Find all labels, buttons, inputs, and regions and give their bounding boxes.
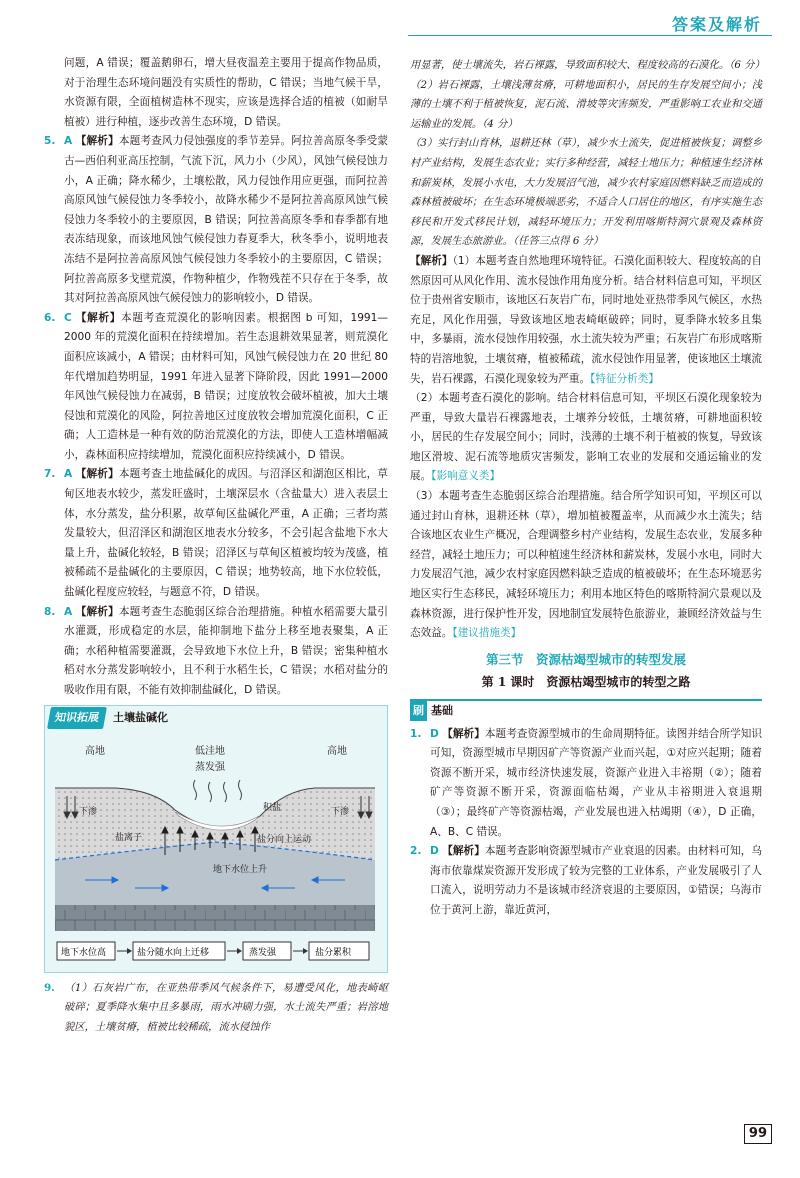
answer-letter: A — [64, 468, 73, 481]
q9-answer-part3: （3）实行封山育林，退耕还林（草），减少水土流失，促进植被恢复；调整乡村产业结构，发展生态农业；实行多种经营，减轻土地压力；种植速生经济林和薪炭林，发展小水电，大力发展沼气池，减少农村家庭因燃料缺乏而造成的森林植被破坏；在生态环境极端恶劣，不适合人口居住的地区，有序实施生态移民和开发式移民计划，减轻环境压力；开发利用喀斯特洞穴景观及森林资源，发展生态旅游业。（任答三点得 6 分） — [410, 137, 762, 248]
left-paragraph-continued: 问题，A 错误；覆盖鹅卵石，增大昼夜温差主要用于提高作物品质，对于治理生态环境问题没有实质性的帮助，C 错误；当地气候干旱，水资源有限，全面植树造林不现实，应该是选择合适的植被（如耐旱植被）进行种植，逐步改善生态环境，D 错误。 — [64, 57, 388, 128]
salinization-diagram — [45, 730, 387, 972]
label-seep-left: 下渗 — [79, 806, 98, 817]
left-column — [44, 54, 388, 1037]
level-icon: 刷 — [410, 701, 427, 721]
header-rule — [408, 35, 772, 36]
analysis-tag: 【解析】 — [410, 254, 453, 267]
question-8 — [44, 603, 388, 701]
keyword-tag: 【建议措施类】 — [452, 627, 522, 640]
answer-letter: A — [64, 605, 73, 618]
analysis-text: 本题考查影响资源型城市产业衰退的因素。由材料可知，乌海市依靠煤炭资源开发形成了较为完整的工业体系，产业发展吸引了人口流入，说明劳动力不是该城市经济衰退的主要原因，①错误；乌海市位于黄河上游，靠近黄河， — [430, 845, 763, 916]
label-low-land: 低洼地 — [195, 745, 225, 757]
knowledge-box — [44, 705, 388, 973]
label-evaporation: 蒸发强 — [195, 761, 225, 773]
question-number: 5. — [44, 135, 56, 148]
question-1 — [410, 725, 762, 843]
question-9 — [44, 979, 388, 1038]
q9-analysis-part3 — [410, 487, 762, 644]
analysis-text: （2）本题考查石漠化的影响。结合材料信息可知，平坝区石漠化现象较为严重，导致大量岩石裸露地表，土壤养分较低，土壤贫瘠，可耕地面积较小，居民的生存发展空间小；同时，浅薄的土壤不利于植被的恢复，导致该地区滑坡、泥石流等地质灾害频发，影响工农业的发展和交通运输业的发展。 — [410, 392, 762, 483]
flow-step-3: 蒸发强 — [249, 947, 277, 958]
section-title: 第三节 资源枯竭型城市的转型发展 — [485, 651, 686, 667]
analysis-tag: 【解析】 — [442, 727, 485, 740]
question-number: 9. — [44, 981, 55, 994]
analysis-tag: 【解析】 — [75, 311, 122, 324]
label-high-right: 高地 — [327, 745, 347, 757]
answer-letter: D — [430, 845, 439, 858]
label-salt-ion: 盐离子 — [115, 832, 143, 843]
right-column — [410, 56, 765, 921]
header-title: 答案及解析 — [671, 15, 762, 34]
analysis-text: 本题考查风力侵蚀强度的季节差异。阿拉善高原冬季受蒙古—西伯利亚高压控制，气流下沉，风力小（少风），风蚀气候侵蚀力小，A 正确；降水稀少，土壤松散，风力侵蚀作用应更强，而阿拉善高原风蚀气候侵蚀力冬季较小，故降水稀少不是阿拉善高原风蚀气候侵蚀力冬季较小的主要原因，B 错误；阿拉善高原冬季和春季都有地表冻结现象，而该地风蚀气候侵蚀力春夏季大，秋冬季小，说明地表冻结不是阿拉善高原风蚀气候侵蚀力冬季较小的主要原因，C 错误；阿拉善高原多戈壁荒漠，作物种植少，作物残茬不只存在于冬季，故其对阿拉善高原风蚀气候侵蚀力的影响较小，D 错误。 — [64, 135, 388, 305]
label-salt-crust: 积盐 — [263, 802, 282, 813]
analysis-text: （1）本题考查自然地理环境特征。石漠化面积较大、程度较高的自然原因可从风化作用、流水侵蚀作用角度分析。结合材料信息可知，平坝区位于贵州省安顺市，该地区石灰岩广布，同时地处亚热带季风气候区，水热充足，风化作用强，导致该地区地表崎岖破碎；同时，夏季降水较多且集中，多暴雨，流水侵蚀作用较强，水土流失较为严重；石灰岩广布形成喀斯特的岩溶地貌，土壤贫瘠，植被稀疏，流水侵蚀作用显著，使该地区土壤流失，岩石裸露，石漠化现象较为严重。 — [410, 254, 763, 385]
process-flow — [57, 942, 369, 960]
question-number: 6. — [44, 311, 56, 324]
answer-letter: D — [430, 727, 439, 740]
lesson-title: 第 1 课时 资源枯竭型城市的转型之路 — [481, 675, 691, 690]
analysis-text: 本题考查荒漠化的影响因素。根据图 b 可知，1991—2000 年的荒漠化面积在持续增加。若生态退耕效果显著，则荒漠化面积应该减小，A 错误；由材料可知，风蚀气候侵蚀力在 20 世纪 80 年代增加趋势明显，1991 年进入显著下降阶段，因此 1991—2000 年风蚀气候侵蚀力在减弱，B 错误；过度放牧会破坏植被，加大土壤侵蚀和荒漠化的风险，阿拉善地区过度放牧会增加荒漠化面积，C 正确；人工造林是一种有效的防治荒漠化的方法，即使人工造林增幅减小，森林面积应持续增加，荒漠化面积应持续减小，D 错误。 — [64, 311, 389, 461]
question-number: 1. — [410, 727, 422, 740]
knowledge-box-header — [45, 706, 387, 730]
knowledge-label: 知识拓展 — [47, 707, 107, 729]
answer-text: （1）石灰岩广布，在亚热带季风气候条件下，易遭受风化，地表崎岖破碎；夏季降水集中且多暴雨，雨水冲刷力强，水土流失严重；岩溶地貌区，土壤贫瘠，植被比较稀疏，流水侵蚀作 — [64, 981, 388, 1033]
level-bar — [410, 699, 762, 721]
knowledge-title: 土壤盐碱化 — [113, 710, 168, 724]
bedrock — [55, 905, 375, 931]
q9-answer-continued: 用显著，使土壤流失，岩石裸露，导致面积较大、程度较高的石漠化。（6 分） — [410, 59, 765, 71]
keyword-tag: 【影响意义类】 — [431, 470, 501, 483]
label-salt-move: 盐分向上运动 — [257, 834, 312, 845]
question-5 — [44, 132, 388, 308]
question-6 — [44, 309, 388, 466]
analysis-text: 本题考查土地盐碱化的成因。与沼泽区和湖泡区相比，草甸区地表水较少，蒸发旺盛时，土壤深层水（含盐量大）进入表层土体，水分蒸发，盐分积累，故草甸区盐碱化严重，A 正确；三者均蒸发量较大，但沼泽区和湖泡区地表水分较多，不会引起含盐地下水大量上升，盐碱化较轻，B 错误；沼泽区与草甸区植被均较为茂盛，植被稀疏不是盐碱化的主要原因，C 错误；地势较高，地下水位较低，盐碱化程度应较轻，与题意不符，D 错误。 — [64, 468, 388, 599]
question-number: 8. — [44, 605, 56, 618]
flow-step-1: 地下水位高 — [61, 947, 107, 958]
q9-answer-part2: （2）岩石裸露，土壤浅薄贫瘠，可耕地面积小，居民的生存发展空间小；浅薄的土壤不利于植被恢复，泥石流、滑坡等灾害频发，严重影响工农业和交通运输业的发展。（4 分） — [410, 78, 762, 130]
analysis-text: 本题考查生态脆弱区综合治理措施。种植水稻需要大量引水灌溉，形成稳定的水层，能抑制地下盐分上移至地表聚集，A 正确；水稻种植需要灌溉，会导致地下水位上升，B 错误；密集种植水稻对水分蒸发影响较小，且不利于水稻生长，C 错误；水稻对盐分的吸收作用有限，不能有效抑制盐碱化，D 错误。 — [64, 605, 388, 696]
keyword-tag: 【特征分析类】 — [590, 372, 659, 385]
analysis-tag: 【解析】 — [75, 468, 119, 481]
level-text: 基础 — [431, 704, 453, 717]
answer-letter: A — [64, 135, 73, 148]
analysis-tag: 【解析】 — [75, 605, 119, 618]
label-water-rise: 地下水位上升 — [213, 864, 268, 875]
analysis-text: （3）本题考查生态脆弱区综合治理措施。结合所学知识可知，平坝区可以通过封山育林，退耕还林（草），增加植被覆盖率，从而减少水土流失；结合该地区农业生产概况，合理调整乡村产业结构，发展生态农业，发展多种经营，减轻土地压力；可以种植速生经济林和薪炭林，发展小水电，同时大力发展沼气池，减少农村家庭因燃料缺乏造成的植被破坏；在生态环境恶劣地区实行生态移民，减轻环境压力；利用本地区特色的喀斯特洞穴景观以及森林资源，进行保护性开发，因地制宜发展特色旅游业，兼顾经济效益与生态效益。 — [410, 490, 762, 640]
label-seep-right: 下渗 — [331, 806, 350, 817]
label-high-left: 高地 — [85, 745, 105, 757]
answer-letter: C — [64, 311, 72, 324]
flow-step-2: 盐分随水向上迁移 — [137, 947, 210, 958]
question-number: 7. — [44, 468, 56, 481]
question-2 — [410, 842, 762, 920]
analysis-tag: 【解析】 — [75, 135, 119, 148]
page-number: 99 — [744, 1124, 772, 1144]
q9-analysis-part1 — [410, 252, 762, 389]
q9-analysis-part2 — [410, 389, 762, 487]
question-7 — [44, 465, 388, 602]
flow-step-4: 盐分累积 — [315, 947, 352, 958]
analysis-text: 本题考查资源型城市的生命周期特征。读图并结合所学知识可知，资源型城市早期因矿产等资源产业而兴起，①对应兴起期；随着资源不断开采，城市经济快速发展，资源产业进入丰裕期（②）；随着矿产等资源不断开采，资源面临枯竭，产业从丰裕期进入衰退期（③）；最终矿产等资源枯竭，产业发展也进入枯竭期（④），D 正确，A、B、C 错误。 — [430, 727, 763, 838]
analysis-tag: 【解析】 — [442, 845, 485, 858]
question-number: 2. — [410, 845, 422, 858]
